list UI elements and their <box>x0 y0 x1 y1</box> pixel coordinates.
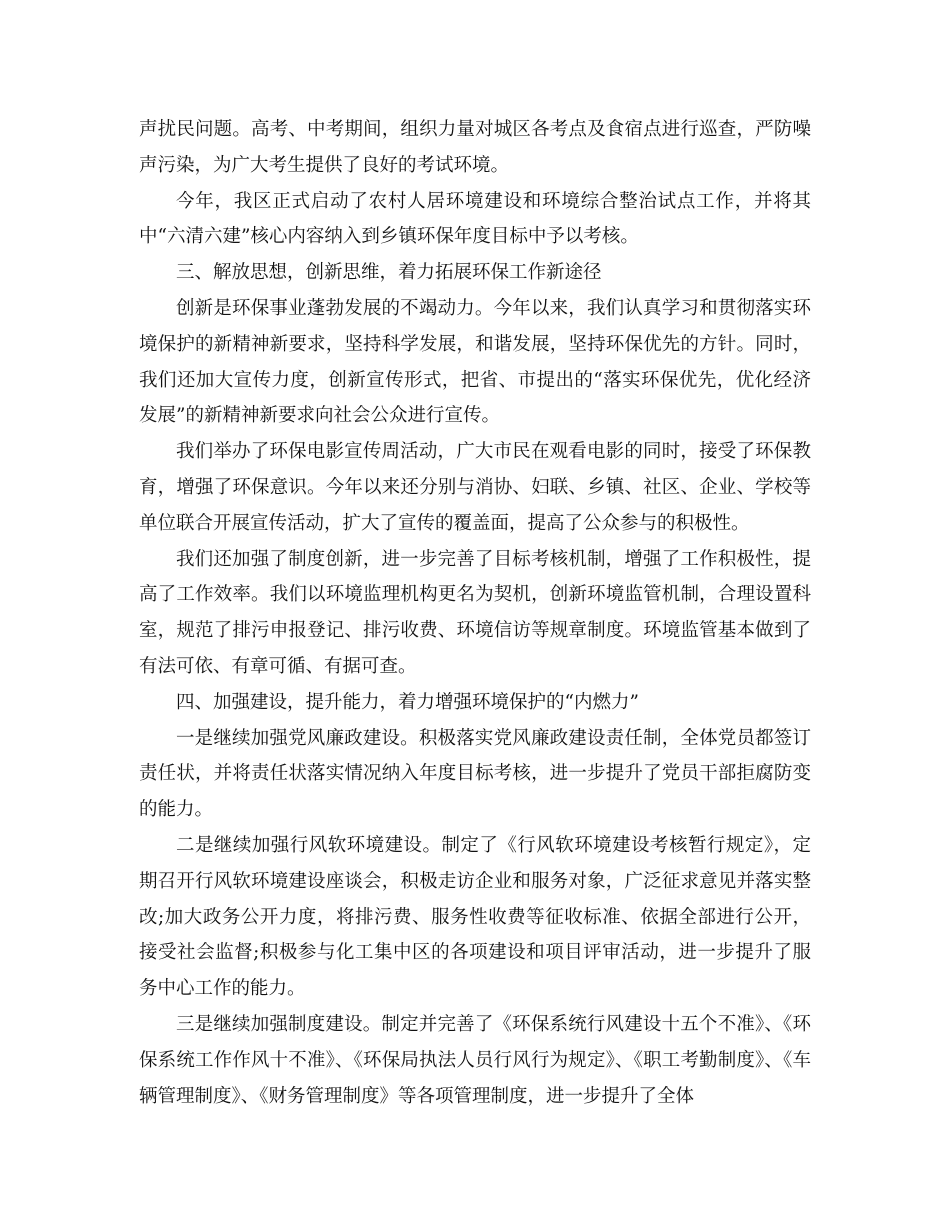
paragraph-8: 一是继续加强党风廉政建设。积极落实党风廉政建设责任制，全体党员都签订责任状，并将责任状落实情况纳入年度目标考核，进一步提升了党员干部拒腐防变的能力。 <box>139 727 811 821</box>
paragraph-2: 今年，我区正式启动了农村人居环境建设和环境综合整治试点工作，并将其中“六清六建”核心内容纳入到乡镇环保年度目标中予以考核。 <box>139 190 811 248</box>
paragraph-9: 二是继续加强行风软环境建设。制定了《行风软环境建设考核暂行规定》，定期召开行风软环境建设座谈会，积极走访企业和服务对象，广泛征求意见并落实整改;加大政务公开力度，将排污费、服务性收费等征收标准、依据全部进行公开，接受社会监督;积极参与化工集中区的各项建设和项目评审活动，进一步提升了服务中心工作的能力。 <box>139 834 811 1000</box>
document-body <box>139 112 811 1114</box>
section-heading-3: 三、解放思想，创新思维，着力拓展环保工作新途径 <box>176 262 602 284</box>
paragraph-4: 创新是环保事业蓬勃发展的不竭动力。今年以来，我们认真学习和贯彻落实环境保护的新精神新要求，坚持科学发展，和谐发展，坚持环保优先的方针。同时，我们还加大宣传力度，创新宣传形式，把省、市提出的“落实环保优先，优化经济发展”的新精神新要求向社会公众进行宣传。 <box>139 297 811 427</box>
paragraph-1: 声扰民问题。高考、中考期间，组织力量对城区各考点及食宿点进行巡查，严防噪声污染，为广大考生提供了良好的考试环境。 <box>139 119 811 176</box>
paragraph-10: 三是继续加强制度建设。制定并完善了《环保系统行风建设十五个不准》、《环保系统工作作风十不准》、《环保局执法人员行风行为规定》、《职工考勤制度》、《车辆管理制度》、《财务管理制度》等各项管理制度，进一步提升了全体 <box>139 1013 811 1107</box>
paragraph-6: 我们还加强了制度创新，进一步完善了目标考核机制，增强了工作积极性，提高了工作效率。我们以环境监理机构更名为契机，创新环境监管机制，合理设置科室，规范了排污申报登记、排污收费、环境信访等规章制度。环境监管基本做到了有法可依、有章可循、有据可查。 <box>139 548 811 677</box>
paragraph-5: 我们举办了环保电影宣传周活动，广大市民在观看电影的同时，接受了环保教育，增强了环保意识。今年以来还分别与消协、妇联、乡镇、社区、企业、学校等单位联合开展宣传活动，扩大了宣传的覆盖面，提高了公众参与的积极性。 <box>139 441 811 534</box>
section-heading-4: 四、加强建设，提升能力，着力增强环境保护的“内燃力” <box>176 691 639 713</box>
